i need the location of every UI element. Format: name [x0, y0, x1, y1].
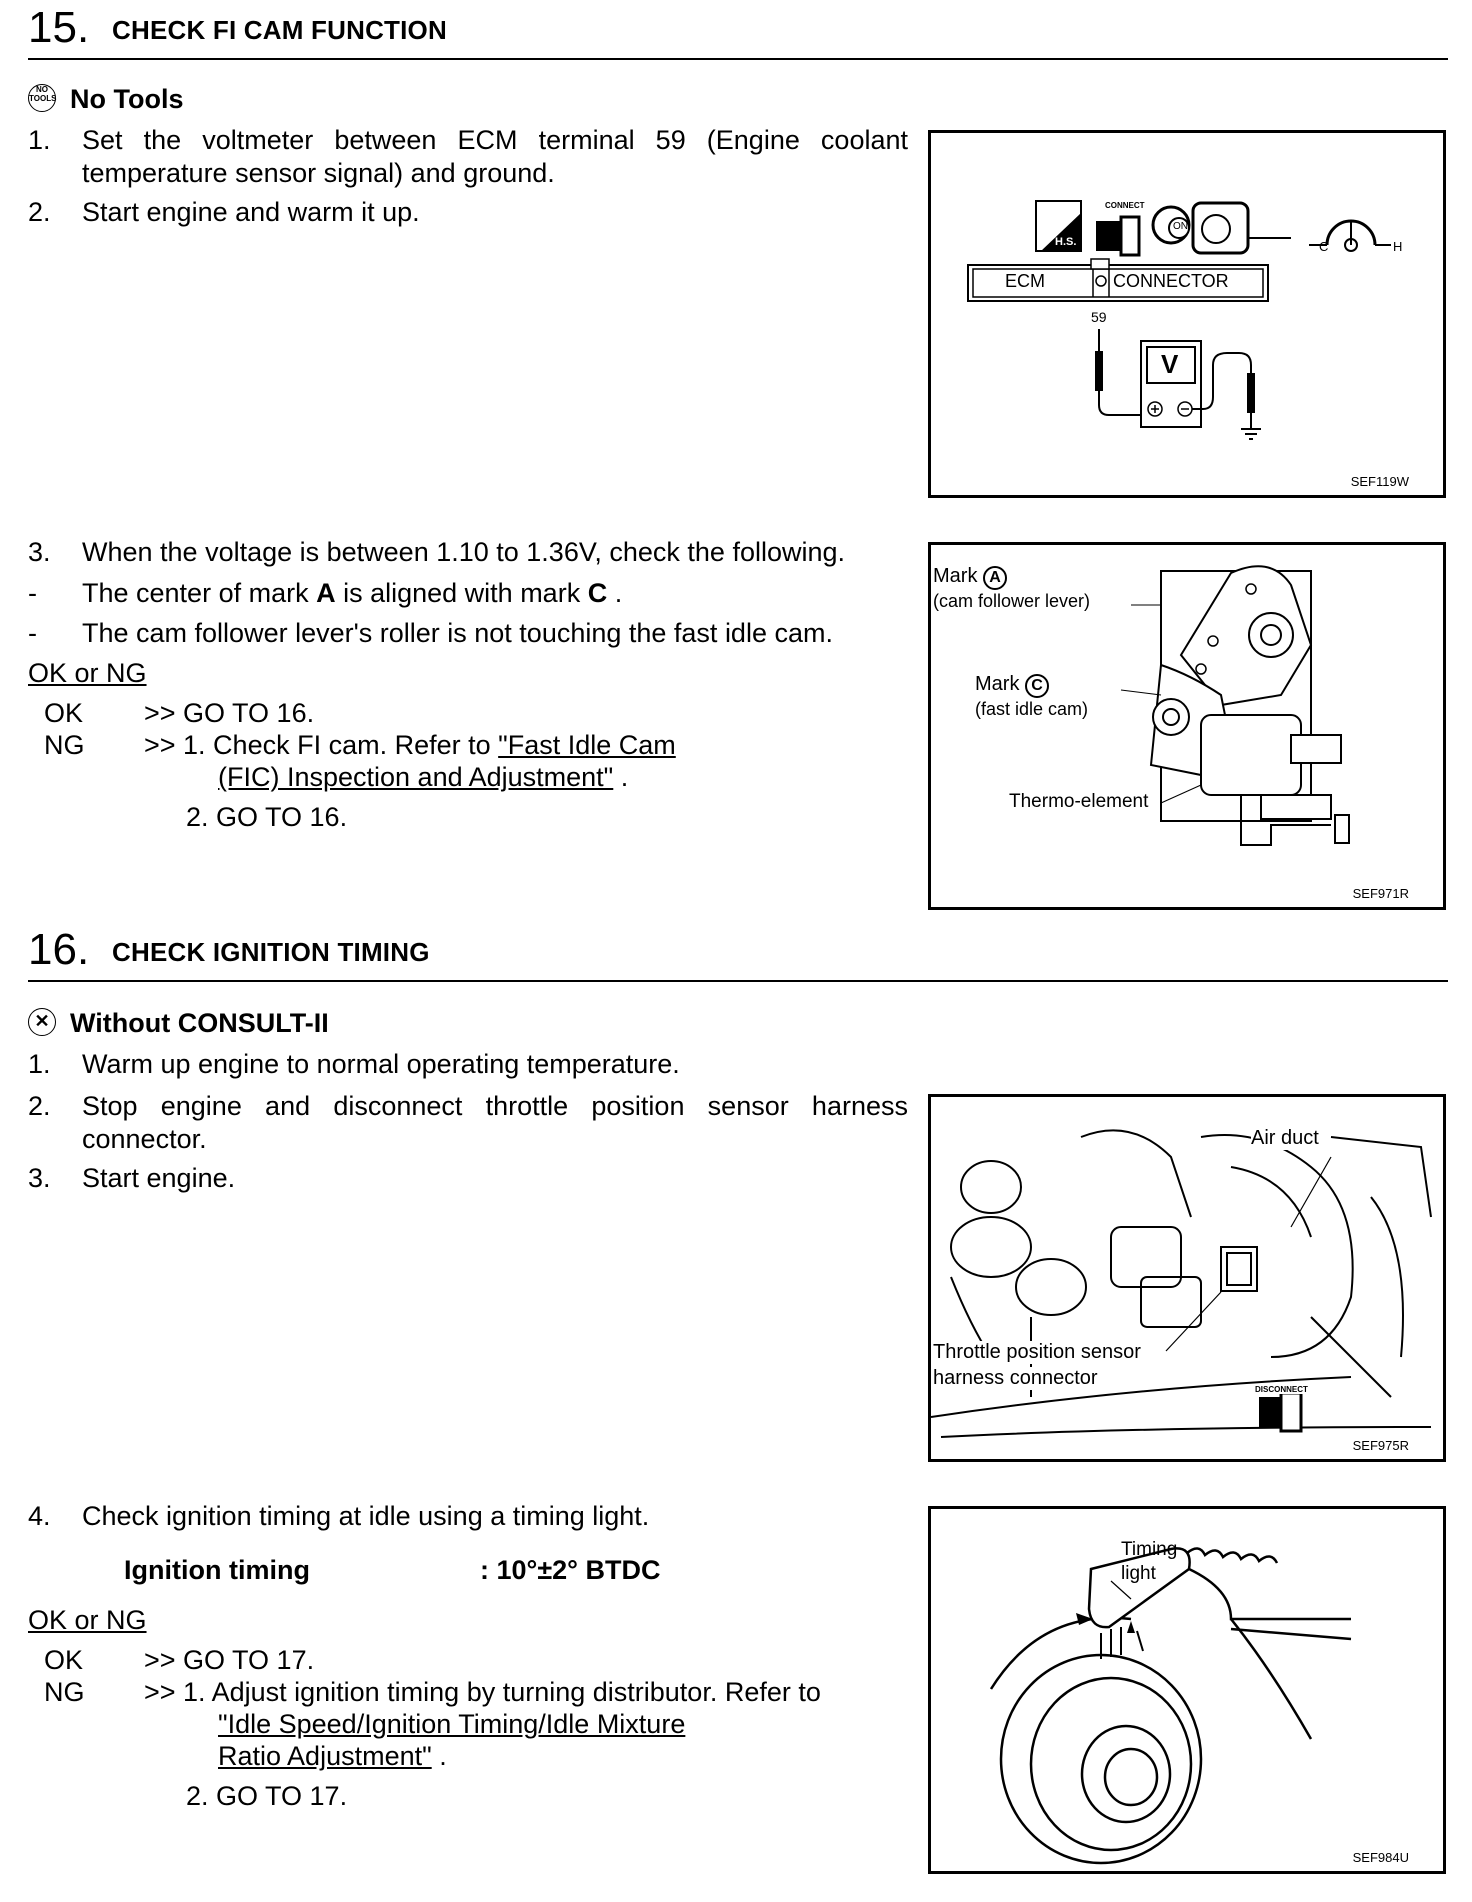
step-text: Start engine.	[82, 1163, 236, 1193]
bullet-text: The cam follower lever's roller is not touching the fast idle cam.	[82, 618, 833, 648]
thermo-element-label: Thermo-element	[1009, 791, 1149, 812]
ok-label: OK	[44, 698, 84, 728]
air-duct-label: Air duct	[1251, 1127, 1319, 1149]
ng-action: >> 1. Adjust ignition timing by turning distributor. Refer to	[144, 1677, 821, 1707]
subheading-text: No Tools	[70, 84, 184, 114]
step-number: 2.	[28, 1091, 51, 1121]
cam-follower-lever-label: (cam follower lever)	[933, 591, 1091, 611]
step-text: Check ignition timing at idle using a timing light.	[82, 1501, 650, 1531]
section-15-header	[28, 0, 1448, 60]
voltmeter-v-label: V	[1161, 349, 1179, 379]
ok-label: OK	[44, 1645, 84, 1675]
step-item	[28, 1500, 908, 1533]
figure-code: SEF119W	[1350, 474, 1409, 489]
step-text: Warm up engine to normal operating temperature.	[82, 1049, 680, 1079]
section-number: 16.	[28, 925, 90, 974]
figure-voltmeter-diagram	[928, 130, 1446, 498]
fic-inspection-link[interactable]: "Fast Idle Cam	[498, 730, 676, 760]
subheading-no-tools	[28, 84, 183, 115]
step-item	[28, 536, 908, 569]
bullet-dash: -	[28, 618, 37, 648]
step-number: 3.	[28, 1163, 51, 1193]
bullet-item	[28, 617, 908, 650]
step-item	[28, 124, 908, 190]
ok-or-ng-label: OK or NG	[28, 1605, 147, 1635]
voltmeter-diagram-illustration	[931, 133, 1443, 495]
step-number: 4.	[28, 1501, 51, 1531]
figure-throttle-sensor-photo	[928, 1094, 1446, 1462]
ng-label: NG	[44, 1677, 85, 1707]
fic-inspection-link-cont[interactable]: (FIC) Inspection and Adjustment"	[218, 762, 614, 792]
step-text: When the voltage is between 1.10 to 1.36V, check the following.	[82, 537, 846, 567]
terminal-number: 59	[1091, 309, 1107, 325]
step-item	[28, 1048, 908, 1081]
step-text: Start engine and warm it up.	[82, 197, 420, 227]
bullet-text: .	[607, 578, 623, 608]
figure-code: SEF984U	[1352, 1850, 1409, 1865]
ok-or-ng-label: OK or NG	[28, 658, 147, 688]
figure-code: SEF971R	[1352, 886, 1409, 901]
mark-a-circle: A	[983, 566, 1007, 590]
timing-light-label: Timing	[1121, 1539, 1178, 1560]
timing-light-illustration	[931, 1509, 1443, 1871]
idle-speed-adjustment-link[interactable]: "Idle Speed/Ignition Timing/Idle Mixture	[218, 1709, 686, 1739]
step-item	[28, 1090, 908, 1156]
section-title: CHECK FI CAM FUNCTION	[112, 15, 447, 45]
harness-connector-label: harness connector	[933, 1367, 1098, 1389]
connector-label: CONNECTOR	[1113, 271, 1229, 291]
gauge-c-label: C	[1319, 239, 1329, 254]
step-item	[28, 1162, 908, 1195]
no-tools-icon: NO TOOLS	[28, 84, 56, 112]
ok-action: >> GO TO 16.	[144, 698, 315, 728]
spec-label: Ignition timing	[124, 1555, 310, 1585]
step-number: 3.	[28, 537, 51, 567]
mark-a-ref: A	[316, 578, 336, 608]
ok-action: >> GO TO 17.	[144, 1645, 315, 1675]
subheading-without-consult	[28, 1008, 329, 1039]
ecm-label: ECM	[1005, 271, 1045, 291]
throttle-sensor-label: Throttle position sensor	[933, 1341, 1141, 1363]
ng-action-2: 2. GO TO 16.	[186, 802, 348, 832]
bullet-item	[28, 577, 908, 610]
step-number: 2.	[28, 197, 51, 227]
spec-value: : 10°±2° BTDC	[480, 1555, 661, 1585]
step-item	[28, 196, 908, 229]
step-text: Stop engine and disconnect throttle position sensor harness connector.	[82, 1091, 908, 1154]
hs-label: H.S.	[1055, 236, 1077, 248]
no-consult-icon: ✕	[28, 1008, 56, 1036]
section-title: CHECK IGNITION TIMING	[112, 937, 430, 967]
section-number: 15.	[28, 3, 90, 52]
ng-action	[144, 729, 676, 762]
gauge-h-label: H	[1393, 239, 1403, 254]
fast-idle-cam-label: (fast idle cam)	[975, 699, 1089, 719]
mark-c-label: Mark C	[975, 673, 1049, 698]
step-text: Set the voltmeter between ECM terminal 59 (Engine coolant temperature sensor signal) and ground.	[82, 125, 908, 188]
section-16-header	[28, 922, 1448, 982]
subheading-text: Without CONSULT-II	[70, 1008, 329, 1038]
key-on-label: ON	[1173, 221, 1188, 232]
mark-a-label: Mark A	[933, 565, 1007, 590]
mark-c-ref: C	[587, 578, 608, 608]
ng-label: NG	[44, 730, 85, 760]
figure-fi-cam-diagram	[928, 542, 1446, 910]
ng-action-2: 2. GO TO 17.	[186, 1781, 348, 1811]
step-number: 1.	[28, 1049, 51, 1079]
figure-timing-light	[928, 1506, 1446, 1874]
bullet-text: The center of mark	[82, 578, 317, 608]
figure-code: SEF975R	[1352, 1438, 1409, 1453]
engine-bay-illustration	[931, 1097, 1443, 1459]
timing-light-label-2: light	[1121, 1563, 1156, 1584]
bullet-dash: -	[28, 578, 37, 608]
step-number: 1.	[28, 125, 51, 155]
ng-action-text: >> 1. Check FI cam. Refer to	[144, 730, 499, 760]
connect-label: CONNECT	[1105, 201, 1145, 210]
ng-post-text: .	[613, 762, 629, 792]
bullet-text: is aligned with mark	[335, 578, 588, 608]
disconnect-label: DISCONNECT	[1255, 1385, 1308, 1394]
ng-post-text: .	[431, 1741, 447, 1771]
mark-c-circle: C	[1025, 674, 1049, 698]
idle-speed-adjustment-link-cont[interactable]: Ratio Adjustment"	[218, 1741, 432, 1771]
